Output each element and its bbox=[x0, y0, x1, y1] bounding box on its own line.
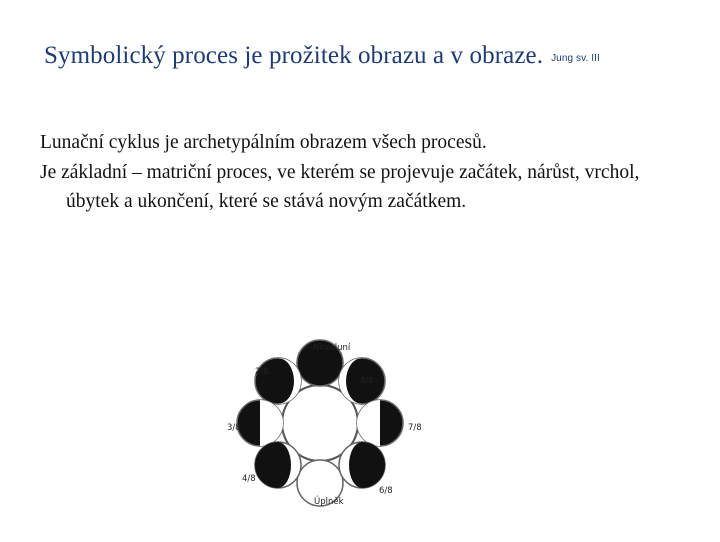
slide-title bbox=[44, 42, 684, 70]
label-bottom: Úplněk bbox=[314, 497, 344, 507]
lunar-cycle-figure bbox=[222, 326, 422, 538]
title-reference: Jung sv. III bbox=[551, 53, 600, 64]
label-left: 3/8 bbox=[227, 423, 241, 433]
label-lower-right: 6/8 bbox=[379, 486, 393, 496]
label-lower-left: 4/8 bbox=[242, 474, 256, 484]
label-upper-right: 8/8 bbox=[360, 376, 374, 386]
paragraph-2: Je základní – matriční proces, ve kterém se projevuje začátek, nárůst, vrchol, úbytek a ukončení, které se stává novým začátkem. bbox=[40, 161, 640, 213]
label-top: Novoluní bbox=[313, 343, 351, 353]
lunar-cycle-diagram bbox=[222, 326, 422, 538]
label-right: 7/8 bbox=[408, 423, 422, 433]
slide-body bbox=[40, 128, 680, 217]
label-upper-left: 2/8 bbox=[255, 367, 269, 377]
paragraph-1: Lunační cyklus je archetypálním obrazem všech procesů. bbox=[40, 132, 487, 153]
title-text: Symbolický proces je prožitek obrazu a v obraze. bbox=[44, 42, 544, 69]
